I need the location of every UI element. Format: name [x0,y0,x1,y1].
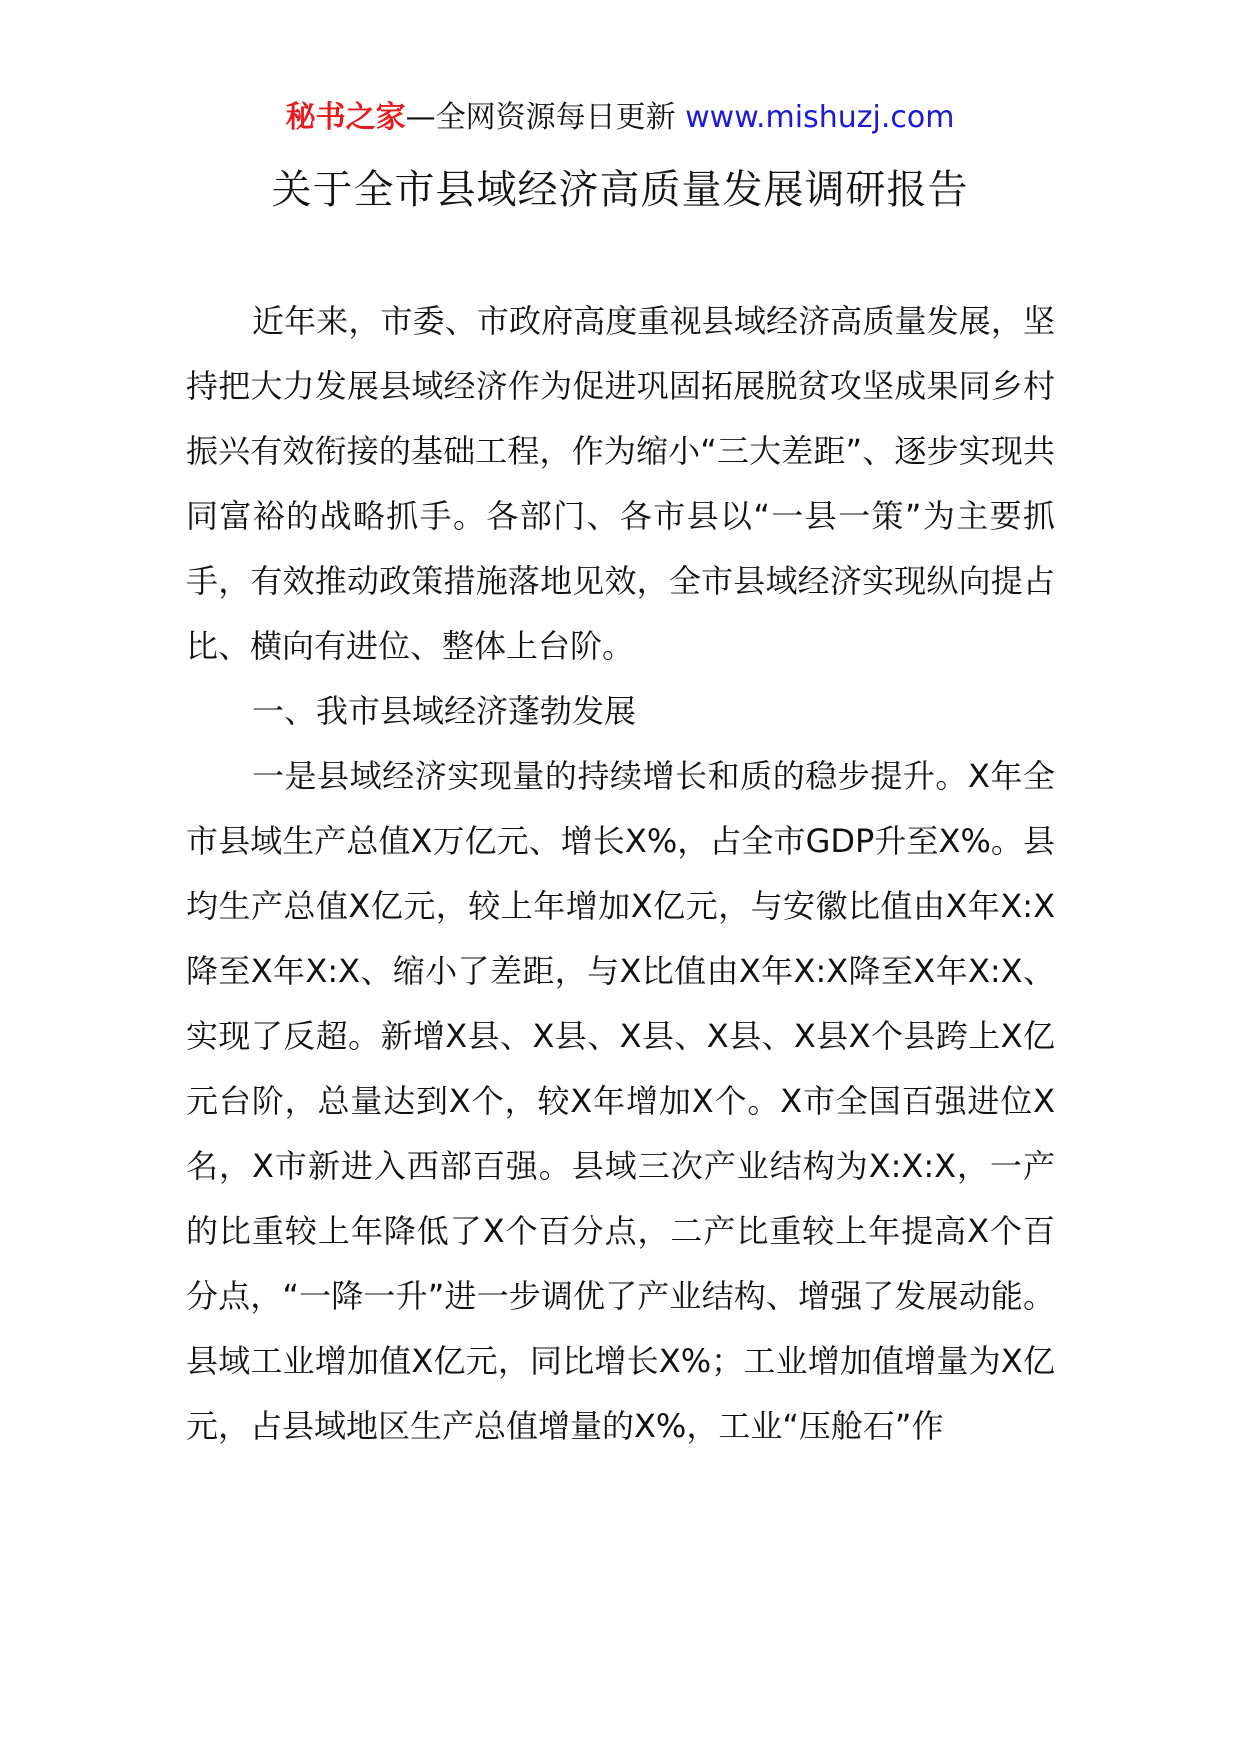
document-body [186,289,1055,1459]
site-header [0,96,1240,140]
brand-name: 秘书之家 [285,100,406,135]
section-heading: 一、我市县域经济蓬勃发展 [252,692,637,730]
intro-paragraph: 近年来，市委、市政府高度重视县域经济高质量发展，坚持把大力发展县域经济作为促进巩固拓展脱贫攻坚成果同乡村振兴有效衔接的基础工程，作为缩小“三大差距”、逐步实现共同富裕的战略抓手。各部门、各市县以“一县一策”为主要抓手，有效推动政策措施落地见效，全市县域经济实现纵向提占比、横向有进位、整体上台阶。 [186,302,1055,665]
site-slogan: —全网资源每日更新 [405,100,686,135]
site-url-link[interactable]: www.mishuzj.com [685,100,955,135]
document-title: 关于全市县域经济高质量发展调研报告 [271,167,969,213]
body-paragraph: 一是县域经济实现量的持续增长和质的稳步提升。X年全市县域生产总值X万亿元、增长X%，占全市GDP升至X%。县均生产总值X亿元，较上年增加X亿元，与安徽比值由X年X:X降至X年X:X、缩小了差距，与X比值由X年X:X降至X年X:X、实现了反超。新增X县、X县、X县、X县、X县X个县跨上X亿元台阶，总量达到X个，较X年增加X个。X市全国百强进位X名，X市新进入西部百强。县域三次产业结构为X:X:X，一产的比重较上年降低了X个百分点，二产比重较上年提高X个百分点，“一降一升”进一步调优了产业结构、增强了发展动能。县域工业增加值X亿元，同比增长X%；工业增加值增量为X亿元，占县域地区生产总值增量的X%，工业“压舱石”作 [186,757,1055,1445]
